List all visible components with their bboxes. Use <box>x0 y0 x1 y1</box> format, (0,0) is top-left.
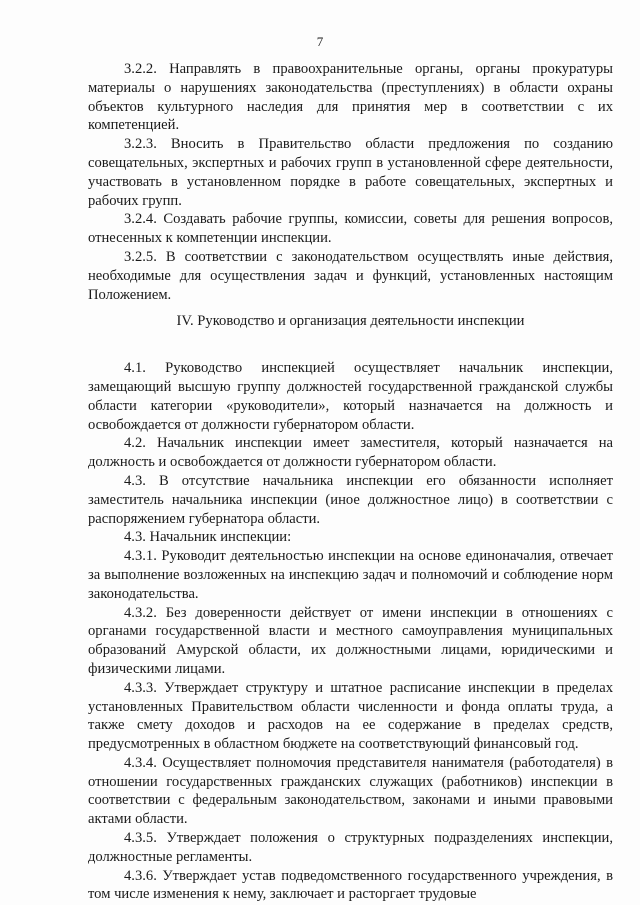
paragraph-4-3-2: 4.3.2. Без доверенности действует от имени инспекции в отношениях с органами государственной власти и местного самоуправления муниципальных образований Амурской области, их должностными лицами, юридическими и физическими лицами. <box>88 604 613 677</box>
paragraph-4-3-5: 4.3.5. Утверждает положения о структурных подразделениях инспекции, должностные регламенты. <box>88 830 613 865</box>
paragraph-3-2-5: 3.2.5. В соответствии с законодательством осуществлять иные действия, необходимые для осуществления задач и функций, установленных настоящим Положением. <box>88 248 613 303</box>
paragraph-3-2-3: 3.2.3. Вносить в Правительство области предложения по созданию совещательных, экспертных и рабочих групп в установленной сфере деятельности, участвовать в установленном порядке в работе совещательных, экспертных и рабочих групп. <box>88 136 613 209</box>
paragraph-4-3: 4.3. Начальник инспекции: <box>124 529 292 546</box>
paragraph-4-3-6: 4.3.6. Утверждает устав подведомственного государственного учреждения, в том числе изменения к нему, заключает и расторгает трудовые <box>88 867 613 903</box>
paragraph-3-2-4: 3.2.4. Создавать рабочие группы, комиссии, советы для решения вопросов, отнесенных к компетенции инспекции. <box>88 211 613 247</box>
section-heading: IV. Руководство и организация деятельности инспекции <box>176 313 525 330</box>
paragraph-4-1: 4.1. Руководство инспекцией осуществляет начальник инспекции, замещающий высшую группу должностей государственной гражданской службы области категории «руководители», который назначается на должность и освобождается от должности губернатором области. <box>88 360 613 433</box>
page-number: 7 <box>316 34 324 49</box>
paragraph-4-3-4: 4.3.4. Осуществляет полномочия представителя нанимателя (работодателя) в отношении государственных гражданских служащих (работников) инспекции в соответствии с федеральным законодательством, законами и иными правовыми актами области. <box>88 754 613 828</box>
paragraph-4-2: 4.2. Начальник инспекции имеет заместителя, который назначается на должность и освобождается от должности губернатором области. <box>88 435 613 471</box>
paragraph-4-3-1: 4.3.1. Руководит деятельностью инспекции на основе единоначалия, отвечает за выполнение возложенных на инспекцию задач и полномочий и соблюдение норм законодательства. <box>88 548 613 602</box>
paragraph-3-2-2: 3.2.2. Направлять в правоохранительные органы, органы прокуратуры материалы о нарушениях законодательства (преступлениях) в области охраны объектов культурного наследия для принятия мер в соответствии с их компетенцией. <box>88 61 613 134</box>
paragraph-4-3-3: 4.3.3. Утверждает структуру и штатное расписание инспекции в пределах установленных Правительством области численности и фонда оплаты труда, а также смету доходов и расходов на ее содержание в пределах средств, предусмотренных в областном бюджете на соответствующий финансовый год. <box>88 679 613 753</box>
paragraph-4-3-deputy: 4.3. В отсутствие начальника инспекции его обязанности исполняет заместитель начальника инспекции (иное должностное лицо) в соответствии с распоряжением губернатора области. <box>88 472 613 527</box>
document-body <box>88 60 613 904</box>
